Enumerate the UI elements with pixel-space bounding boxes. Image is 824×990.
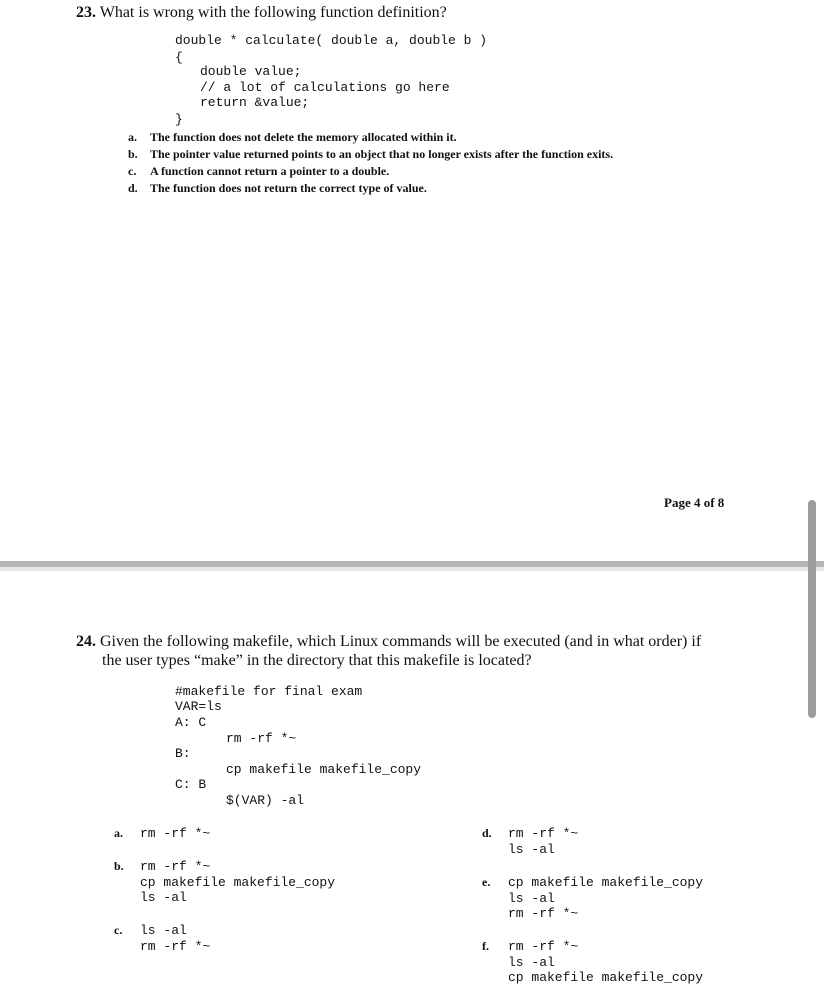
q23-option-b[interactable] bbox=[128, 145, 613, 163]
code-line: { bbox=[175, 50, 183, 65]
q23-option-d[interactable] bbox=[128, 179, 427, 197]
makefile-line: #makefile for final exam bbox=[175, 684, 363, 699]
page-divider-shadow bbox=[0, 567, 824, 571]
option-letter: b. bbox=[128, 147, 138, 161]
code-line: double value; bbox=[200, 64, 302, 79]
q23-option-c[interactable] bbox=[128, 162, 389, 180]
option-letter: c. bbox=[114, 923, 123, 937]
option-text: The pointer value returned points to an object that no longer exists after the function exits. bbox=[150, 147, 614, 161]
code-line: double * calculate( double a, double b ) bbox=[175, 33, 488, 48]
makefile-line: C: B bbox=[175, 777, 207, 792]
makefile-line: cp makefile makefile_copy bbox=[226, 762, 422, 777]
option-text: The function does not return the correct type of value. bbox=[150, 181, 427, 195]
code-line: // a lot of calculations go here bbox=[200, 80, 450, 95]
option-line: ls -al bbox=[140, 923, 187, 938]
vertical-scrollbar[interactable] bbox=[808, 500, 816, 718]
question-23-number: 23. bbox=[76, 4, 96, 21]
code-line: } bbox=[175, 112, 183, 127]
code-line: return &value; bbox=[200, 95, 310, 110]
option-line: rm -rf *~ bbox=[140, 859, 211, 874]
question-24-text-line2: the user types “make” in the directory that this makefile is located? bbox=[102, 652, 532, 669]
option-line: rm -rf *~ bbox=[140, 826, 211, 841]
option-letter: c. bbox=[128, 164, 137, 178]
q23-option-a[interactable] bbox=[128, 128, 457, 146]
option-line: ls -al bbox=[508, 955, 555, 970]
option-line: rm -rf *~ bbox=[508, 826, 579, 841]
page-number: Page 4 of 8 bbox=[664, 495, 725, 510]
makefile-line: VAR=ls bbox=[175, 699, 222, 714]
question-24-title bbox=[76, 633, 701, 651]
question-23-title bbox=[76, 4, 447, 22]
option-text: A function cannot return a pointer to a double. bbox=[150, 164, 390, 178]
option-line: ls -al bbox=[508, 891, 555, 906]
option-line: rm -rf *~ bbox=[508, 906, 579, 921]
question-24-text-line1: Given the following makefile, which Linux commands will be executed (and in what order) if bbox=[100, 633, 702, 650]
option-line: cp makefile makefile_copy bbox=[508, 875, 704, 890]
option-line: ls -al bbox=[140, 890, 187, 905]
option-letter: d. bbox=[482, 826, 492, 840]
option-letter: a. bbox=[128, 130, 137, 144]
option-letter: f. bbox=[482, 939, 489, 953]
option-letter: b. bbox=[114, 859, 124, 873]
option-line: cp makefile makefile_copy bbox=[140, 875, 336, 890]
makefile-line: A: C bbox=[175, 715, 207, 730]
question-24-number: 24. bbox=[76, 633, 96, 650]
makefile-line: B: bbox=[175, 746, 191, 761]
option-line: ls -al bbox=[508, 842, 555, 857]
makefile-line: $(VAR) -al bbox=[226, 793, 305, 808]
option-letter: e. bbox=[482, 875, 491, 889]
option-letter: d. bbox=[128, 181, 138, 195]
option-line: rm -rf *~ bbox=[140, 939, 211, 954]
makefile-line: rm -rf *~ bbox=[226, 731, 297, 746]
option-line: rm -rf *~ bbox=[508, 939, 579, 954]
option-text: The function does not delete the memory allocated within it. bbox=[150, 130, 457, 144]
option-letter: a. bbox=[114, 826, 123, 840]
question-23-text: What is wrong with the following function definition? bbox=[99, 4, 447, 21]
option-line: cp makefile makefile_copy bbox=[508, 970, 704, 985]
